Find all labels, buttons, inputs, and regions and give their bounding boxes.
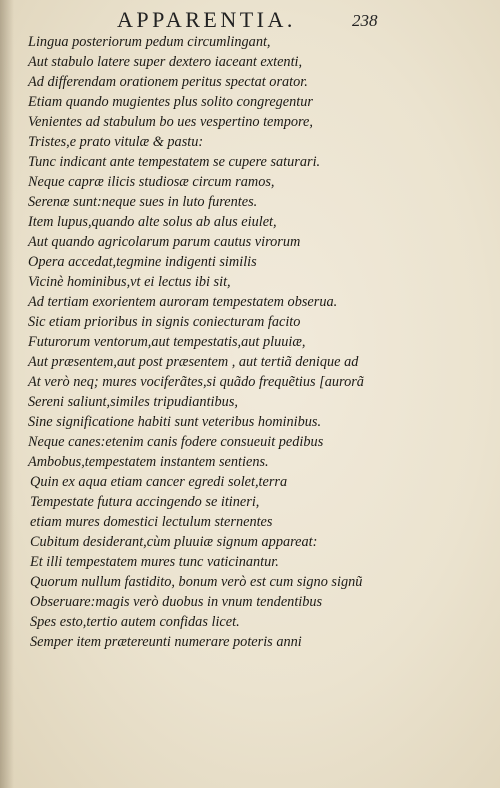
verse-line: Neque capræ ilicis studiosæ circum ramos, xyxy=(28,174,275,190)
verse-line: Quin ex aqua etiam cancer egredi solet,terra xyxy=(30,474,288,490)
verse-line: Vicinè hominibus,vt ei lectus ibi sit, xyxy=(28,274,231,290)
verse-line: Spes esto,tertio autem confidas licet. xyxy=(30,614,240,630)
verse-line: Aut præsentem,aut post præsentem , aut tertiã denique ad xyxy=(28,354,359,370)
verse-line: Lingua posteriorum pedum circumlingant, xyxy=(28,34,271,50)
running-header-title: APPARENTIA. xyxy=(117,7,296,32)
page-number: 238 xyxy=(352,11,378,30)
verse-line: Opera accedat,tegmine indigenti similis xyxy=(28,254,257,270)
verse-line: Ad differendam orationem peritus spectat orator. xyxy=(28,74,308,90)
verse-line: Ambobus,tempestatem instantem sentiens. xyxy=(28,454,269,470)
verse-line: Etiam quando mugientes plus solito congregentur xyxy=(28,94,313,110)
verse-line: Neque canes:etenim canis fodere consueuit pedibus xyxy=(28,434,324,450)
verse-line: Aut stabulo latere super dextero iaceant extenti, xyxy=(28,54,303,70)
verse-line: Tempestate futura accingendo se itineri, xyxy=(30,494,260,510)
verse-line: Semper item prætereunti numerare poteris anni xyxy=(30,634,302,650)
verse-line: Sereni saliunt,similes tripudiantibus, xyxy=(28,394,238,410)
gutter-shadow xyxy=(0,0,14,788)
verse-line: Serenæ sunt:neque sues in luto furentes. xyxy=(28,194,258,210)
verse-line: Tristes,e prato vitulæ & pastu: xyxy=(28,134,204,150)
verse-line: Ad tertiam exorientem auroram tempestatem obserua. xyxy=(28,294,338,310)
verse-line: Venientes ad stabulum bo ues vespertino tempore, xyxy=(28,114,313,130)
verse-line: Cubitum desiderant,cùm pluuiæ signum appareat: xyxy=(30,534,318,550)
verse-line: Sine significatione habiti sunt veteribus hominibus. xyxy=(28,414,322,430)
verse-line: At verò neq; mures vociferãtes,si quãdo frequẽtius [aurorã xyxy=(28,374,364,390)
verse-line: Futurorum ventorum,aut tempestatis,aut pluuiæ, xyxy=(28,334,306,350)
verse-line: Item lupus,quando alte solus ab alus eiulet, xyxy=(28,214,277,230)
verse-line: Sic etiam prioribus in signis coniecturam facito xyxy=(28,314,301,330)
verse-line: etiam mures domestici lectulum sternentes xyxy=(30,514,273,530)
verse-line: Quorum nullum fastidito, bonum verò est cum signo signũ xyxy=(30,574,363,590)
verse-line: Obseruare:magis verò duobus in vnum tendentibus xyxy=(30,594,323,610)
verse-line: Aut quando agricolarum parum cautus virorum xyxy=(28,234,301,250)
verse-line: Et illi tempestatem mures tunc vaticinantur. xyxy=(30,554,279,570)
verse-line: Tunc indicant ante tempestatem se cupere saturari. xyxy=(28,154,321,170)
